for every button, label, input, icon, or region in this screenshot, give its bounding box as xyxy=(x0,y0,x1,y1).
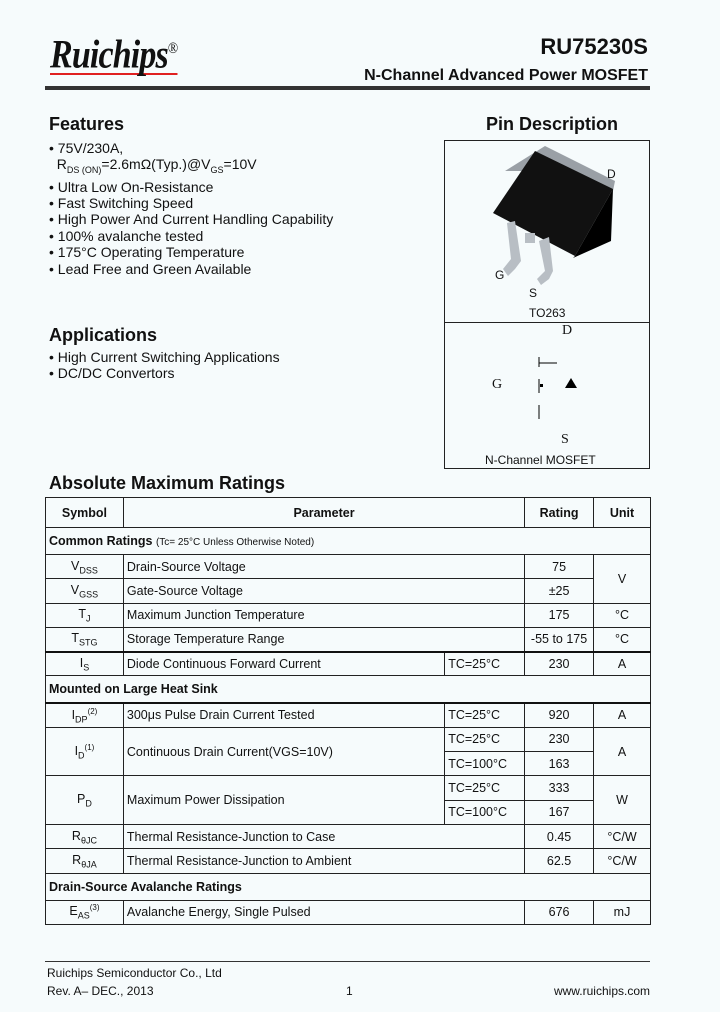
absolute-maximum-ratings-table xyxy=(45,497,651,925)
table-row xyxy=(46,849,651,873)
parameter-cell: Gate-Source Voltage xyxy=(123,579,524,603)
application-item: • DC/DC Convertors xyxy=(49,365,280,381)
unit-cell: mJ xyxy=(594,900,651,924)
header-symbol: Symbol xyxy=(46,498,124,528)
rating-cell: 75 xyxy=(525,555,594,579)
pin-label-s: S xyxy=(529,286,538,300)
unit-cell: °C/W xyxy=(594,849,651,873)
registered-mark: ® xyxy=(167,40,178,57)
parameter-cell: Continuous Drain Current(VGS=10V) xyxy=(123,727,444,776)
section-mounted: Mounted on Large Heat Sink xyxy=(46,676,651,703)
table-row xyxy=(46,727,651,751)
table-row xyxy=(46,703,651,727)
unit-cell: A xyxy=(594,703,651,727)
symbol-label-d: D xyxy=(562,323,573,338)
unit-cell: °C xyxy=(594,603,651,627)
rating-cell: 167 xyxy=(525,800,594,824)
feature-item: • Lead Free and Green Available xyxy=(49,261,333,277)
applications-title: Applications xyxy=(49,325,158,345)
table-header xyxy=(46,498,651,528)
feature-item: • High Power And Current Handling Capability xyxy=(49,211,333,227)
condition-cell: TC=25°C xyxy=(445,703,525,727)
rating-cell: 163 xyxy=(525,752,594,776)
unit-cell: W xyxy=(594,776,651,825)
pin-description-title: Pin Description xyxy=(486,114,619,134)
application-item: • High Current Switching Applications xyxy=(49,349,280,365)
symbol-cell: $I_{DP}^{(2)}$ xyxy=(46,703,124,727)
ruichips-logo xyxy=(50,30,177,75)
rating-cell: 920 xyxy=(525,703,594,727)
to263-package-image xyxy=(445,141,649,321)
footer-revision: Rev. A– DEC., 2013 xyxy=(47,984,154,998)
feature-item: • 175°C Operating Temperature xyxy=(49,244,333,260)
unit-cell: A xyxy=(594,652,651,676)
section-avalanche: Drain-Source Avalanche Ratings xyxy=(46,873,651,900)
symbol-cell: $P_D$ xyxy=(46,776,124,825)
footer-page-number: 1 xyxy=(346,984,353,998)
part-number: RU75230S xyxy=(540,34,648,59)
symbol-label-g: G xyxy=(492,377,503,392)
symbol-cell: $I_S$ xyxy=(46,652,124,676)
header-unit: Unit xyxy=(594,498,651,528)
subtitle: N-Channel Advanced Power MOSFET xyxy=(364,67,648,84)
rating-cell: ±25 xyxy=(525,579,594,603)
rating-cell: 676 xyxy=(525,900,594,924)
table-row xyxy=(46,900,651,924)
condition-cell: TC=100°C xyxy=(445,800,525,824)
logo-text: Ruichips xyxy=(50,31,168,77)
parameter-cell: Maximum Junction Temperature xyxy=(123,603,524,627)
symbol-cell: $I_D^{(1)}$ xyxy=(46,727,124,776)
symbol-cell: $E_{AS}^{(3)}$ xyxy=(46,900,124,924)
rating-cell: 62.5 xyxy=(525,849,594,873)
parameter-cell: Avalanche Energy, Single Pulsed xyxy=(123,900,524,924)
rating-cell: 0.45 xyxy=(525,824,594,848)
footer-company: Ruichips Semiconductor Co., Ltd xyxy=(47,966,222,980)
rating-cell: 230 xyxy=(525,652,594,676)
parameter-cell: Diode Continuous Forward Current xyxy=(123,652,444,676)
ratings-title: Absolute Maximum Ratings xyxy=(49,473,286,493)
condition-cell: TC=25°C xyxy=(445,776,525,800)
section-common-ratings: Common Ratings (Tc= 25°C Unless Otherwise Noted) xyxy=(46,528,651,555)
table-row xyxy=(46,824,651,848)
table-row xyxy=(46,603,651,627)
condition-cell: TC=100°C xyxy=(445,752,525,776)
condition-cell: TC=25°C xyxy=(445,727,525,751)
table-row xyxy=(46,579,651,603)
footer-website: www.ruichips.com xyxy=(553,984,650,998)
condition-cell: TC=25°C xyxy=(445,652,525,676)
header-rating: Rating xyxy=(525,498,594,528)
parameter-cell: Drain-Source Voltage xyxy=(123,555,524,579)
rating-cell: -55 to 175 xyxy=(525,627,594,651)
rating-cell: 175 xyxy=(525,603,594,627)
symbol-label-s: S xyxy=(561,432,569,447)
applications-list xyxy=(49,349,280,382)
symbol-cell: $V_{GSS}$ xyxy=(46,579,124,603)
symbol-cell: $V_{DSS}$ xyxy=(46,555,124,579)
unit-cell: °C/W xyxy=(594,824,651,848)
pin-description-box xyxy=(444,140,650,469)
parameter-cell: Maximum Power Dissipation xyxy=(123,776,444,825)
pin-label-d: D xyxy=(607,167,616,181)
header-parameter: Parameter xyxy=(123,498,524,528)
features-title: Features xyxy=(49,114,125,134)
features-list xyxy=(49,140,333,277)
symbol-cell: $T_{STG}$ xyxy=(46,627,124,651)
mosfet-symbol-icon xyxy=(445,323,649,463)
table-row xyxy=(46,627,651,651)
footer-divider xyxy=(45,961,650,962)
feature-item: • 100% avalanche tested xyxy=(49,228,333,244)
table-row xyxy=(46,652,651,676)
feature-item: • Fast Switching Speed xyxy=(49,195,333,211)
unit-cell: V xyxy=(594,555,651,604)
parameter-cell: Thermal Resistance-Junction to Ambient xyxy=(123,849,524,873)
parameter-cell: Thermal Resistance-Junction to Case xyxy=(123,824,524,848)
table-row xyxy=(46,776,651,800)
parameter-cell: 300μs Pulse Drain Current Tested xyxy=(123,703,444,727)
pin-label-g: G xyxy=(495,268,505,282)
unit-cell: °C xyxy=(594,627,651,651)
feature-item: • 75V/230A, xyxy=(49,140,333,156)
symbol-cell: $R_{\theta JA}$ xyxy=(46,849,124,873)
feature-item: • Ultra Low On-Resistance xyxy=(49,179,333,195)
rating-cell: 333 xyxy=(525,776,594,800)
parameter-cell: Storage Temperature Range xyxy=(123,627,524,651)
rating-cell: 230 xyxy=(525,727,594,751)
package-name: TO263 xyxy=(529,306,566,320)
symbol-cell: $T_J$ xyxy=(46,603,124,627)
unit-cell: A xyxy=(594,727,651,776)
mosfet-type: N-Channel MOSFET xyxy=(485,453,596,467)
feature-item-rds: $R_{DS (ON)}=2.6m\Omega(Typ.)@V_{GS}=10V$ xyxy=(56,156,257,176)
symbol-cell: $R_{\theta JC}$ xyxy=(46,824,124,848)
header-divider xyxy=(45,86,650,90)
table-row xyxy=(46,555,651,579)
